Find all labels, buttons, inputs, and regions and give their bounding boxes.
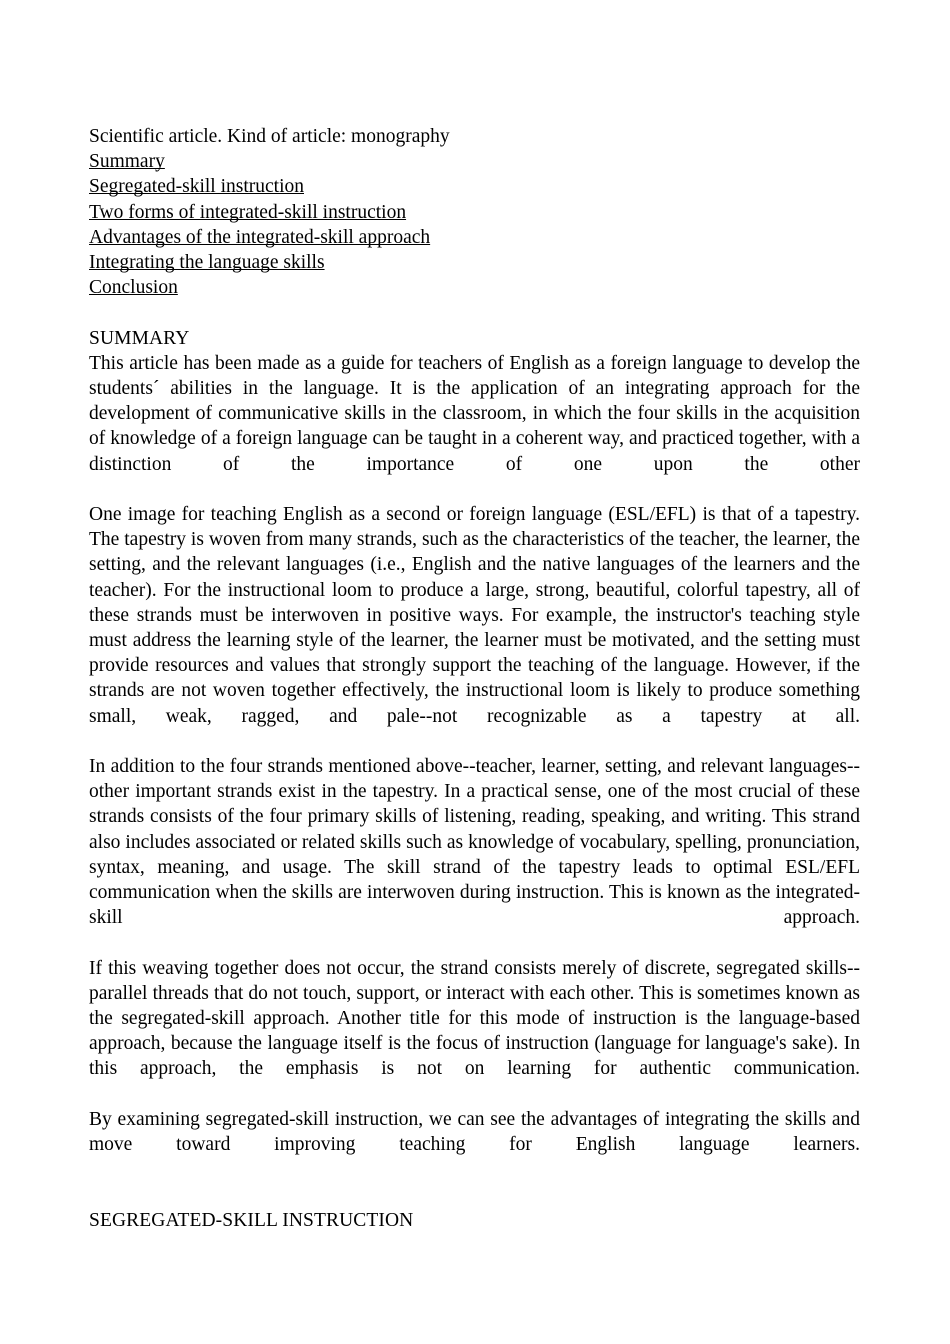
toc-row-summary [89,149,860,174]
paragraph-segregated-skill-approach: If this weaving together does not occur, the strand consists merely of discrete, segregated skills--parallel threads that do not touch, support, or interact with each other. This is sometimes known as the segregated-skill approach. Another title for this mode of instruction is the language-based approach, because the language itself is the focus of instruction (language for language's sake). In this approach, the emphasis is not on learning for authentic communication. [89,957,860,1080]
spacer-before-summary [89,300,860,325]
spacer-before-segregated-section [89,1182,860,1207]
toc-row-advantages [89,225,860,250]
toc-link-two-forms-of-integrated-skill-instruction[interactable]: Two forms of integrated-skill instruction [89,201,407,223]
paragraph-summary-abstract: This article has been made as a guide for teachers of English as a foreign language to develop the students´ abilities in the language. It is the application of an integrating approach for the development of communicative skills in the classroom, in which the four skills in the acquisition of knowledge of a foreign language can be taught in a coherent way, and practiced together, with a distinction of the importance of one upon the other [89,352,860,475]
paragraph-tapestry-metaphor: One image for teaching English as a second or foreign language (ESL/EFL) is that of a tapestry. The tapestry is woven from many strands, such as the characteristics of the teacher, the learner, the setting, and the relevant languages (i.e., English and the native languages of the learners and the teacher). For the instructional loom to produce a large, strong, beautiful, colorful tapestry, all of these strands must be interwoven in positive ways. For example, the instructor's teaching style must address the learning style of the learner, the learner must be motivated, and the setting must provide resources and values that strongly support the teaching of the language. However, if the strands are not woven together effectively, the instructional loom is likely to produce something small, weak, ragged, and pale--not recognizable as a tapestry at all. [89,503,860,727]
toc-link-integrating-the-language-skills[interactable]: Integrating the language skills [89,251,325,273]
toc-row-segregated-skill-instruction [89,174,860,199]
toc-link-advantages-of-the-integrated-skill-approach[interactable]: Advantages of the integrated-skill approach [89,226,431,248]
paragraph-closing-transition: By examining segregated-skill instruction, we can see the advantages of integrating the skills and move toward improving teaching for English language learners. [89,1108,860,1155]
section-heading-summary: SUMMARY [89,327,190,349]
document-content [89,124,860,1233]
toc-link-conclusion[interactable]: Conclusion [89,277,178,299]
article-header-block [89,124,860,300]
article-kind-line: Scientific article. Kind of article: monography [89,126,450,147]
toc-link-segregated-skill-instruction[interactable]: Segregated-skill instruction [89,176,304,198]
paragraph-four-strands: In addition to the four strands mentioned above--teacher, learner, setting, and relevant languages--other important strands exist in the tapestry. In a practical sense, one of the most crucial of these strands consists of the four primary skills of listening, reading, speaking, and writing. This strand also includes associated or related skills such as knowledge of vocabulary, spelling, pronunciation, syntax, meaning, and usage. The skill strand of the tapestry leads to optimal ESL/EFL communication when the skills are interwoven during instruction. This is known as the integrated-skill approach. [89,755,860,929]
toc-link-summary[interactable]: Summary [89,151,165,173]
article-kind-row [89,124,860,149]
section-heading-segregated-skill-instruction: SEGREGATED-SKILL INSTRUCTION [89,1209,414,1231]
toc-row-conclusion [89,275,860,300]
toc-row-two-forms [89,200,860,225]
toc-row-integrating-language-skills [89,250,860,275]
